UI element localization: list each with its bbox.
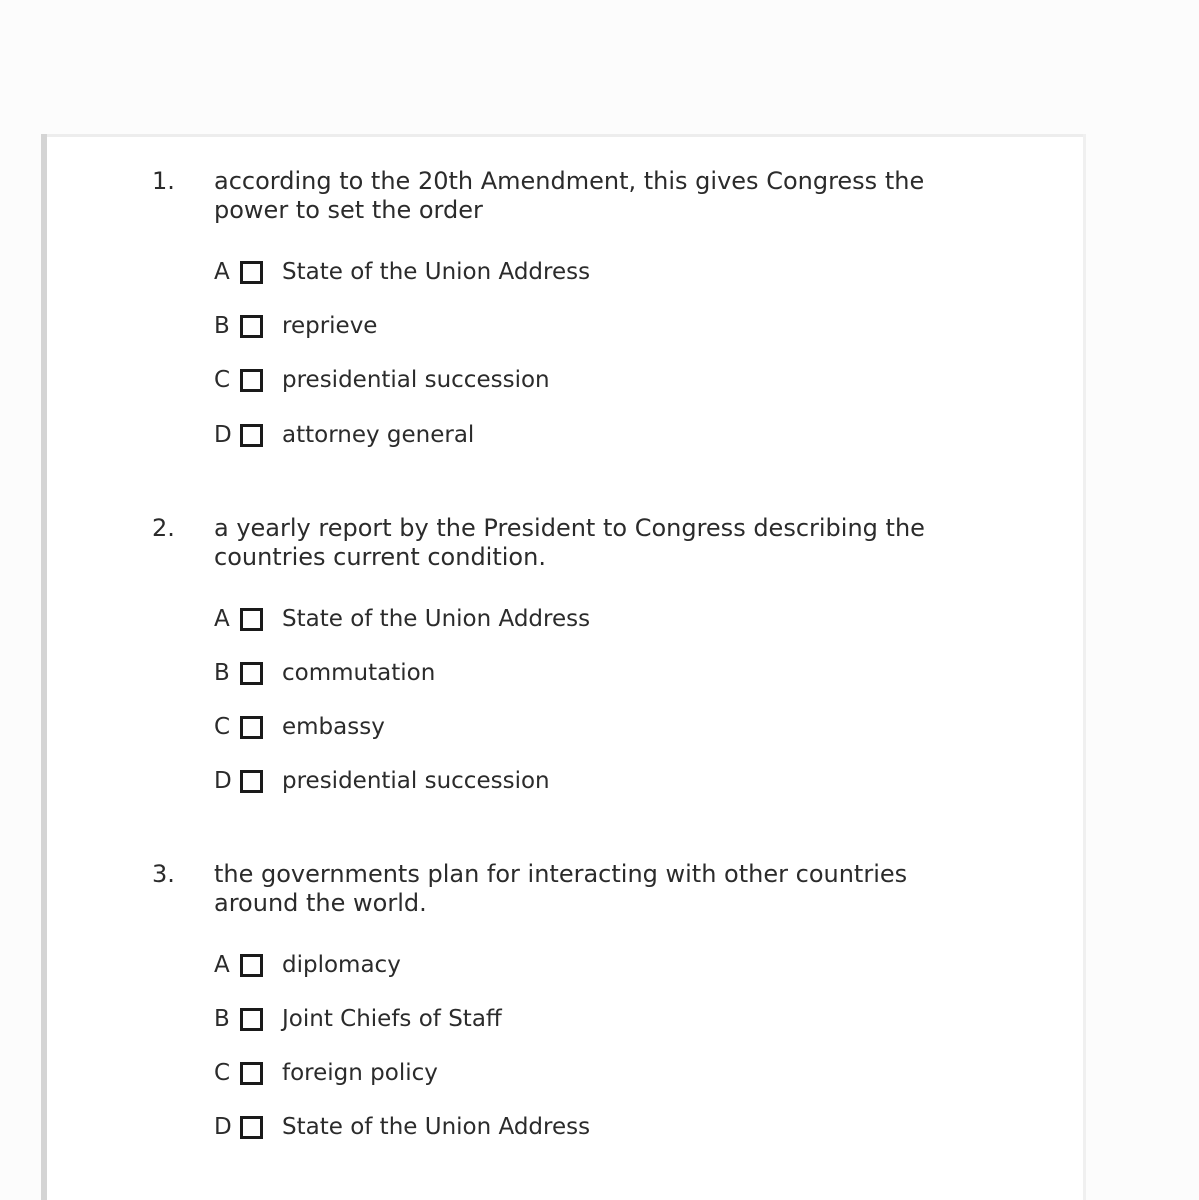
checkbox[interactable] (240, 716, 263, 739)
option-letter: B (214, 313, 230, 339)
option-letter: C (214, 367, 231, 393)
question-number: 3. (152, 860, 175, 888)
option-text: embassy (282, 714, 385, 740)
checkbox[interactable] (240, 369, 263, 392)
option-letter: B (214, 1006, 230, 1032)
option-text: reprieve (282, 313, 378, 339)
option-text: presidential succession (282, 768, 550, 794)
checkbox[interactable] (240, 770, 263, 793)
option-letter: C (214, 1060, 231, 1086)
question-text: a yearly report by the President to Congress describing the countries current condition. (214, 514, 925, 571)
option-text: diplomacy (282, 952, 401, 978)
checkbox[interactable] (240, 424, 263, 447)
option-text: presidential succession (282, 367, 550, 393)
option-letter: D (214, 422, 232, 448)
checkbox[interactable] (240, 608, 263, 631)
option-letter: A (214, 952, 230, 978)
option-a[interactable] (214, 604, 914, 634)
option-a[interactable] (214, 257, 914, 287)
option-letter: D (214, 1114, 232, 1140)
option-text: foreign policy (282, 1060, 438, 1086)
checkbox[interactable] (240, 1008, 263, 1031)
question-number: 2. (152, 514, 175, 542)
option-c[interactable] (214, 365, 914, 395)
option-letter: A (214, 259, 230, 285)
option-letter: C (214, 714, 231, 740)
checkbox[interactable] (240, 1116, 263, 1139)
option-letter: A (214, 606, 230, 632)
option-b[interactable] (214, 311, 914, 341)
option-text: State of the Union Address (282, 1114, 591, 1140)
option-text: attorney general (282, 422, 475, 448)
option-d[interactable] (214, 420, 914, 450)
option-b[interactable] (214, 1004, 914, 1034)
option-a[interactable] (214, 950, 914, 980)
option-text: State of the Union Address (282, 259, 591, 285)
question-number: 1. (152, 167, 175, 195)
checkbox[interactable] (240, 315, 263, 338)
option-text: State of the Union Address (282, 606, 591, 632)
question-text: according to the 20th Amendment, this gives Congress the power to set the order (214, 167, 925, 224)
checkbox[interactable] (240, 662, 263, 685)
option-text: commutation (282, 660, 436, 686)
option-text: Joint Chiefs of Staff (282, 1006, 502, 1032)
worksheet-page (47, 137, 1083, 1200)
checkbox[interactable] (240, 1062, 263, 1085)
option-letter: D (214, 768, 232, 794)
option-d[interactable] (214, 1112, 914, 1142)
option-b[interactable] (214, 658, 914, 688)
option-c[interactable] (214, 1058, 914, 1088)
question-text: the governments plan for interacting with other countries around the world. (214, 860, 908, 917)
option-d[interactable] (214, 766, 914, 796)
option-c[interactable] (214, 712, 914, 742)
sheet-right-edge (1083, 134, 1086, 1200)
checkbox[interactable] (240, 954, 263, 977)
checkbox[interactable] (240, 261, 263, 284)
option-letter: B (214, 660, 230, 686)
